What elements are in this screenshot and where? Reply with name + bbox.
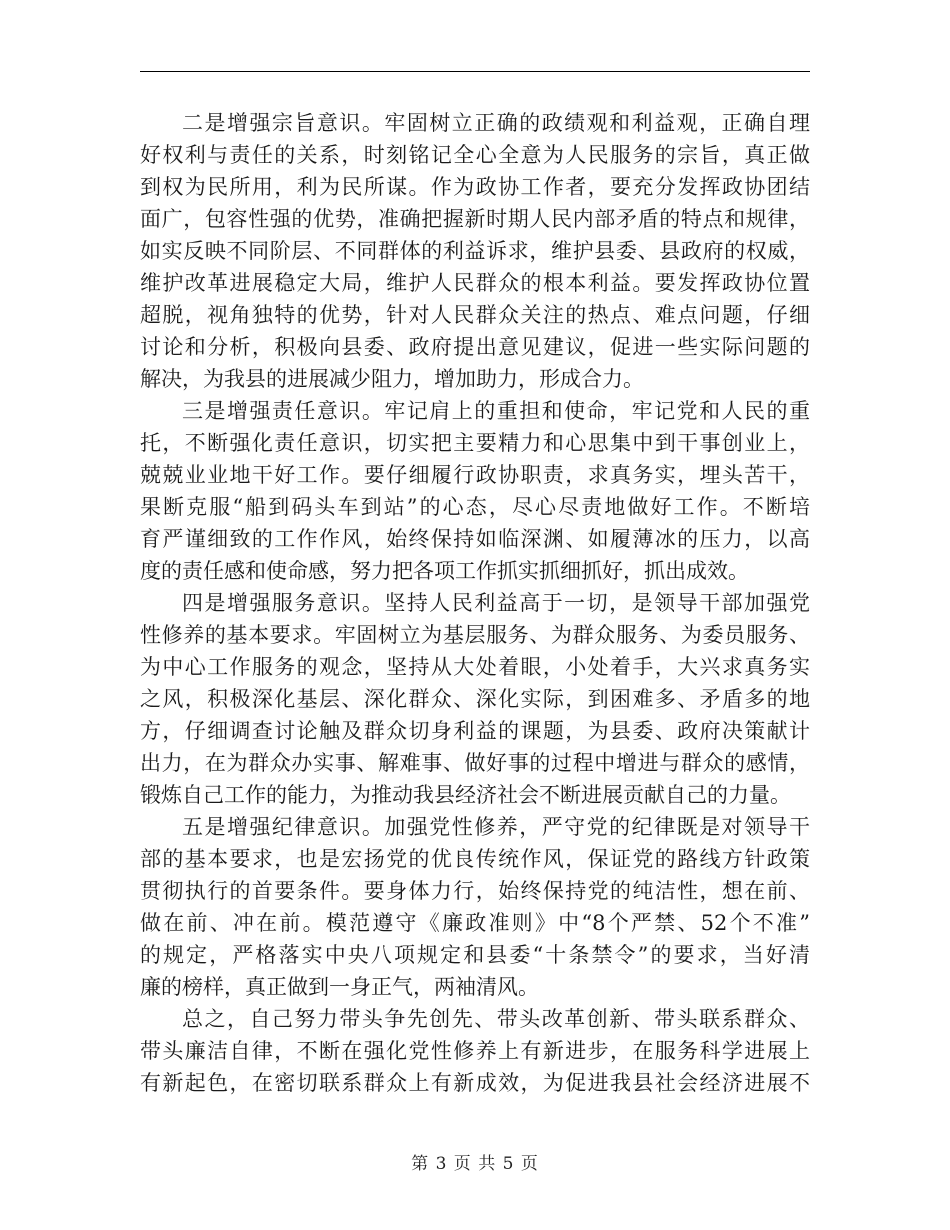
text-line: 维护改革进展稳定大局，维护人民群众的根本利益。要发挥政协位置 — [140, 271, 810, 295]
text-line: 部的基本要求，也是宏扬党的优良传统作风，保证党的路线方针政策 — [140, 847, 810, 871]
text-line: 解决，为我县的进展减少阻力，增加助力，形成合力。 — [140, 367, 644, 391]
paragraph-summary — [140, 1003, 810, 1099]
text-line: 育严谨细致的工作作风，始终保持如临深渊、如履薄冰的压力，以高 — [140, 527, 810, 551]
text-line: 的规定，严格落实中央八项规定和县委“十条禁令”的要求，当好清 — [140, 943, 810, 967]
text-line: 出力，在为群众办实事、解难事、做好事的过程中增进与群众的感情， — [140, 751, 810, 775]
document-body — [140, 107, 810, 1099]
header-rule — [140, 71, 810, 72]
text-line: 之风，积极深化基层、深化群众、深化实际，到困难多、矛盾多的地 — [140, 687, 810, 711]
text-line: 廉的榜样，真正做到一身正气，两袖清风。 — [140, 975, 539, 999]
paragraph-discipline-awareness — [140, 811, 810, 1003]
text-line: 三是增强责任意识。牢记肩上的重担和使命，牢记党和人民的重 — [182, 399, 810, 423]
text-line: 为中心工作服务的观念，坚持从大处着眼，小处着手，大兴求真务实 — [140, 655, 810, 679]
text-line: 有新起色，在密切联系群众上有新成效，为促进我县社会经济进展不 — [140, 1071, 810, 1095]
paragraph-purpose-awareness — [140, 107, 810, 395]
paragraph-service-awareness — [140, 587, 810, 811]
text-line: 果断克服“船到码头车到站”的心态，尽心尽责地做好工作。不断培 — [140, 495, 810, 519]
text-line: 方，仔细调查讨论触及群众切身利益的课题，为县委、政府决策献计 — [140, 719, 810, 743]
text-line: 锻炼自己工作的能力，为推动我县经济社会不断进展贡献自己的力量。 — [140, 783, 791, 807]
text-line: 性修养的基本要求。牢固树立为基层服务、为群众服务、为委员服务、 — [140, 623, 810, 647]
text-line: 五是增强纪律意识。加强党性修养，严守党的纪律既是对领导干 — [182, 815, 810, 839]
text-line: 兢兢业业地干好工作。要仔细履行政协职责，求真务实，埋头苦干， — [140, 463, 810, 487]
text-line: 面广，包容性强的优势，准确把握新时期人民内部矛盾的特点和规律， — [140, 207, 810, 231]
text-line: 好权利与责任的关系，时刻铭记全心全意为人民服务的宗旨，真正做 — [140, 143, 810, 167]
text-line: 带头廉洁自律，不断在强化党性修养上有新进步，在服务科学进展上 — [140, 1039, 810, 1063]
text-line: 讨论和分析，积极向县委、政府提出意见建议，促进一些实际问题的 — [140, 335, 810, 359]
paragraph-responsibility-awareness — [140, 395, 810, 587]
text-line: 贯彻执行的首要条件。要身体力行，始终保持党的纯洁性，想在前、 — [140, 879, 810, 903]
text-line: 做在前、冲在前。模范遵守《廉政准则》中“8个严禁、52个不准” — [140, 911, 810, 935]
text-line: 度的责任感和使命感，努力把各项工作抓实抓细抓好，抓出成效。 — [140, 559, 749, 583]
text-line: 四是增强服务意识。坚持人民利益高于一切，是领导干部加强党 — [182, 591, 810, 615]
text-line: 二是增强宗旨意识。牢固树立正确的政绩观和利益观，正确自理 — [182, 111, 810, 135]
text-line: 到权为民所用，利为民所谋。作为政协工作者，要充分发挥政协团结 — [140, 175, 810, 199]
page-number: 第 3 页 共 5 页 — [411, 1154, 539, 1174]
text-line: 总之，自己努力带头争先创先、带头改革创新、带头联系群众、 — [182, 1007, 810, 1031]
text-line: 托，不断强化责任意识，切实把主要精力和心思集中到干事创业上， — [140, 431, 810, 455]
text-line: 超脱，视角独特的优势，针对人民群众关注的热点、难点问题，仔细 — [140, 303, 810, 327]
text-line: 如实反映不同阶层、不同群体的利益诉求，维护县委、县政府的权威， — [140, 239, 810, 263]
